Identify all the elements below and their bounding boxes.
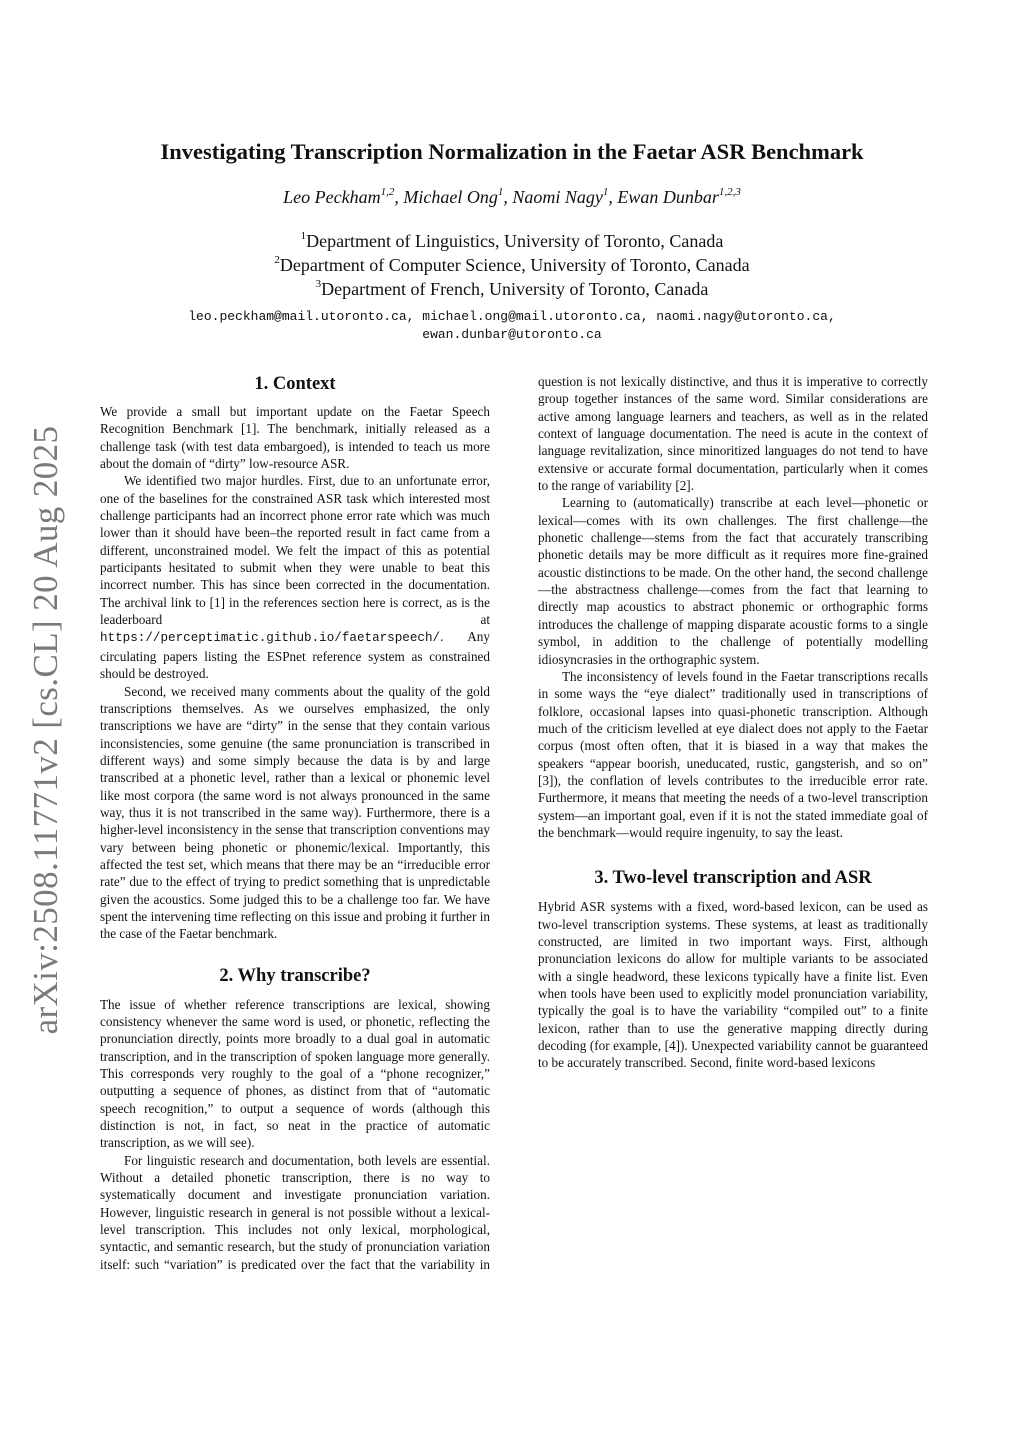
paragraph: For linguistic research and documentation, both levels are essential. Without a detailed phonetic transcription, there is no way to systematically document and investigate pronunciation variation. However, linguistic research in general is not possible without a lexical-level transcription. This includes not only lexical, morphological, syntactic, and semantic research, but the study of pronunciation variation itself: such “variation” is predicated over the fact that the variability in [100, 1152, 490, 1272]
affiliation-1: $^1$Department of Linguistics, University of Toronto, Canada [300, 230, 724, 251]
arxiv-sidebar [18, 420, 74, 1040]
affiliation-2: $^2$Department of Computer Science, University of Toronto, Canada [274, 254, 750, 275]
left-column [100, 373, 490, 1273]
paragraph: Second, we received many comments about the quality of the gold transcriptions themselves. As we ourselves emphasized, the only transcriptions we have are “dirty” in the sense that they contain various inconsistencies, some genuine (the same pronunciation is transcribed in different ways) and some simply because the data is by and large transcribed at a phonetic level, rather than a lexical or phonemic level like most corpora (the same word is not always pronounced in the same way, thus it is not transcribed in the same way). Furthermore, there is a higher-level inconsistency in the sense that transcription conventions may vary between being phonetic or phonemic/lexical. Importantly, this affected the test set, which means that there may be an “irreducible error rate” due to the effect of trying to predict something that is unpredictable given the acoustics. Some judged this to be a challenge too far. We have spent the intervening time reflecting on this issue and probing it further in the case of the Faetar benchmark. [100, 683, 490, 942]
author: Naomi Nagy$^1$, [512, 186, 618, 207]
paragraph: We provide a small but important update on the Faetar Speech Recognition Benchmark [1]. The benchmark, initially released as a challenge task (with test data embargoed), is intended to teach us more about the domain of “dirty” low-resource ASR. [100, 404, 490, 472]
right-column [538, 373, 928, 1072]
author: Leo Peckham$^{1,2}$, [283, 186, 404, 207]
email-line: leo.peckham@mail.utoronto.ca, michael.ong@mail.utoronto.ca, naomi.nagy@utoronto.ca, [188, 309, 836, 324]
section-heading-why: 2. Why transcribe? [219, 965, 371, 986]
paragraph: Learning to (automatically) transcribe at each level—phonetic or lexical—comes with its own challenges. The first challenge—the phonetic challenge—stems from the fact that accurately transcribing phonetic details may be more difficult as it requires more fine-grained acoustic distinctions to be made. On the other hand, the second challenge—the abstractness challenge—comes from the fact that learning to directly map acoustics to abstract phonemic or orthographic forms introduces the challenge of mapping disparate acoustic forms to a single symbol, in addition to the challenge of potentially modelling idiosyncrasies in the orthographic system. [538, 495, 928, 667]
email-line: ewan.dunbar@utoronto.ca [422, 327, 602, 342]
paragraph: Hybrid ASR systems with a fixed, word-based lexicon, can be used as two-level transcription systems. These systems, at least as traditionally constructed, are limited in two important ways. First, although pronunciation lexicons do allow for multiple variants to be associated with a single headword, these lexicons typically have a finite list. Even when tools have been used to explicitly model pronunciation variability, typically the goal is to have the variability “compiled out” to a finite lexicon, rather than to use the generative mapping directly during decoding (for example, [4]). Unexpected variability cannot be guaranteed to be accurately transcribed. Second, finite word-based lexicons [538, 899, 928, 1071]
paragraph: We identified two major hurdles. First, due to an unfortunate error, one of the baselines for the constrained ASR task which interested most challenge participants had an incorrect phone error rate which was much lower than it should have been–the reported result in fact came from a different, unconstrained model. We felt the impact of this as potential participants hesitated to submit when they were unable to beat this incorrect number. This has since been corrected in the documentation. The archival link to [1] in the references section here is correct, as is the leaderboard at https://perceptimatic.github.io/faetarspeech/. Any circulating papers listing the ESPnet reference system as constrained should be destroyed. [100, 473, 490, 682]
affiliation-3: $^3$Department of French, University of Toronto, Canada [315, 278, 709, 299]
author-emails [80, 308, 944, 344]
paragraph: The issue of whether reference transcriptions are lexical, showing consistency whenever the same word is used, or phonetic, reflecting the pronunciation directly, points more broadly to a dual goal in automatic transcription, and in the transcription of spoken language more generally. This corresponds very roughly to the goal of a “phone recognizer,” outputting a sequence of phones, as distinct from that of “automatic speech recognition,” to output a sequence of words (although this distinction is not, in fact, so neat in the practice of automatic transcription, as we will see). [100, 996, 490, 1151]
author-list [80, 187, 944, 208]
author: Ewan Dunbar$^{1,2,3}$ [617, 186, 741, 207]
paragraph: The inconsistency of levels found in the Faetar transcriptions recalls in some ways the “eye dialect” traditionally used in transcriptions of folklore, occasional lapses into quasi-phonetic transcription. Although much of the criticism levelled at eye dialect does not apply to the Faetar corpus (most often often, that it is biased in a way that makes the speakers “appear boorish, uneducated, rustic, gangsterish, and so on” [3]), the conflation of levels contributes to the irreducible error rate. Furthermore, it means that meeting the needs of a two-level transcription system—an important goal, even if it is not the stated immediate goal of the benchmark—would require ingenuity, to say the least. [538, 668, 928, 840]
author: Michael Ong$^1$, [403, 186, 513, 207]
paper-title: Investigating Transcription Normalization in the Faetar ASR Benchmark [160, 139, 864, 164]
leaderboard-link[interactable]: https://perceptimatic.github.io/faetarspeech/ [100, 631, 441, 646]
section-heading-context: 1. Context [254, 374, 336, 394]
arxiv-id: arXiv:2508.11771v2 [cs.CL] 20 Aug 2025 [26, 425, 65, 1035]
paragraph-continuation: question is not lexically distinctive, and thus it is imperative to correctly group together instances of the same word. Similar considerations are active among language learners and teachers, as well as in the related context of language documentation. The need is acute in the context of language revitalization, since minoritized languages do not tend to have extensive or accurate formal documentation, particularly when it comes to the range of variability [2]. [538, 374, 928, 494]
section-heading-two-level: 3. Two-level transcription and ASR [594, 868, 872, 889]
